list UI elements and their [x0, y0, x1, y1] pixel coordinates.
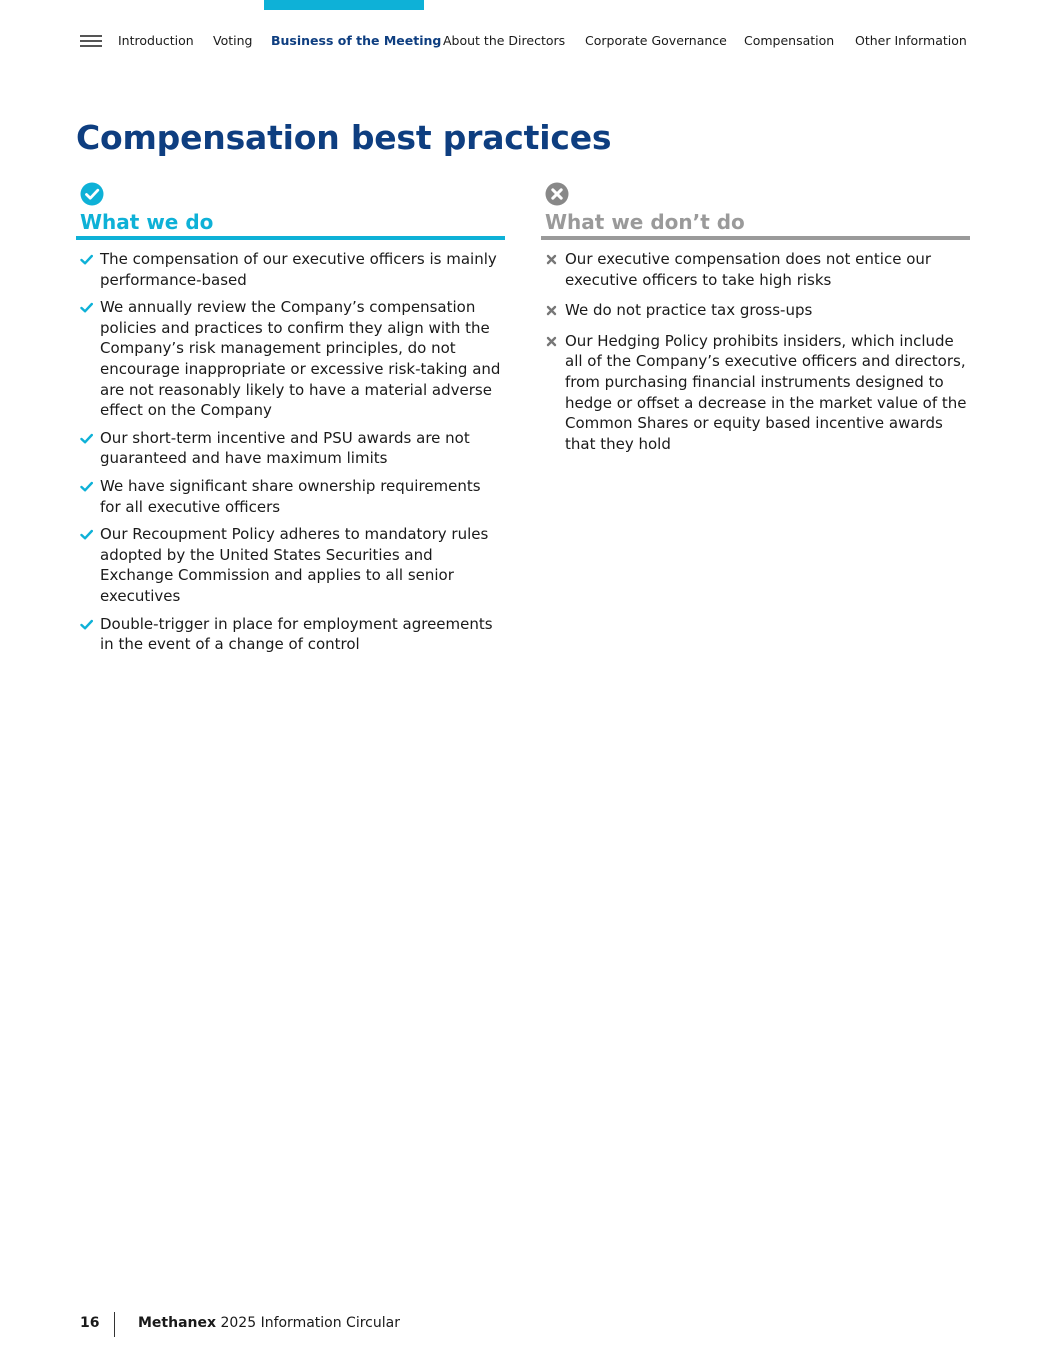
footer-brand: Methanex [138, 1315, 217, 1331]
list-item-text: Our short-term incentive and PSU awards are not guaranteed and have maximum limits [100, 428, 470, 468]
list-item [76, 249, 505, 290]
check-icon [80, 301, 93, 314]
what-we-do-rule [76, 236, 505, 240]
footer-document: 2025 Information Circular [220, 1315, 400, 1331]
list-item [76, 476, 505, 517]
x-icon [545, 335, 558, 348]
check-icon [80, 480, 93, 493]
what-we-do-list [76, 249, 505, 662]
list-item [76, 524, 505, 606]
list-item-text: Our Recoupment Policy adheres to mandatory rules adopted by the United States Securities and Exchange Commission and applies to all senior executives [100, 525, 489, 605]
nav-item-corporate-governance[interactable]: Corporate Governance [585, 33, 727, 48]
top-navigation [80, 33, 970, 51]
list-item-text: We do not practice tax gross-ups [565, 301, 813, 320]
what-we-dont-do-rule [541, 236, 970, 240]
x-circle-icon [545, 182, 569, 206]
nav-item-business-of-the-meeting[interactable]: Business of the Meeting [271, 33, 442, 48]
list-item-text: Double-trigger in place for employment agreements in the event of a change of control [100, 614, 493, 654]
list-item [76, 614, 505, 655]
nav-item-other-information[interactable]: Other Information [855, 33, 967, 48]
footer-divider [114, 1312, 115, 1337]
what-we-dont-do-heading: What we don’t do [545, 210, 745, 234]
what-we-do-heading: What we do [80, 210, 214, 234]
check-icon [80, 253, 93, 266]
nav-item-about-the-directors[interactable]: About the Directors [443, 33, 566, 48]
check-circle-icon [80, 182, 104, 206]
list-item-text: We annually review the Company’s compensation policies and practices to confirm they align with the Company’s risk management principles, do not encourage inappropriate or excessive risk-taking and are not reasonably likely to have a material adverse effect on the Company [100, 298, 501, 420]
active-tab-indicator [264, 0, 424, 10]
hamburger-menu-icon[interactable] [80, 35, 102, 49]
check-icon [80, 528, 93, 541]
check-icon [80, 618, 93, 631]
list-item-text: Our executive compensation does not entice our executive officers to take high risks [565, 250, 932, 289]
list-item [76, 428, 505, 469]
list-item [541, 331, 970, 455]
list-item [541, 249, 970, 290]
nav-item-introduction[interactable]: Introduction [118, 33, 194, 48]
list-item [541, 300, 970, 321]
list-item-text: The compensation of our executive officers is mainly performance-based [100, 250, 497, 289]
check-icon [80, 432, 93, 445]
nav-item-voting[interactable]: Voting [213, 33, 253, 48]
list-item [76, 297, 505, 421]
what-we-dont-do-list [541, 249, 970, 464]
list-item-text: Our Hedging Policy prohibits insiders, which include all of the Company’s executive officers and directors, from purchasing financial instruments designed to hedge or offset a decrease in the market value of the Common Shares or equity based incentive awards that they hold [565, 331, 967, 453]
page-number: 16 [80, 1315, 100, 1331]
x-icon [545, 304, 558, 317]
x-icon [545, 253, 558, 266]
page-title: Compensation best practices [76, 118, 612, 157]
list-item-text: We have significant share ownership requirements for all executive officers [100, 476, 481, 516]
nav-item-compensation[interactable]: Compensation [744, 33, 835, 48]
footer-document-title [138, 1315, 400, 1331]
